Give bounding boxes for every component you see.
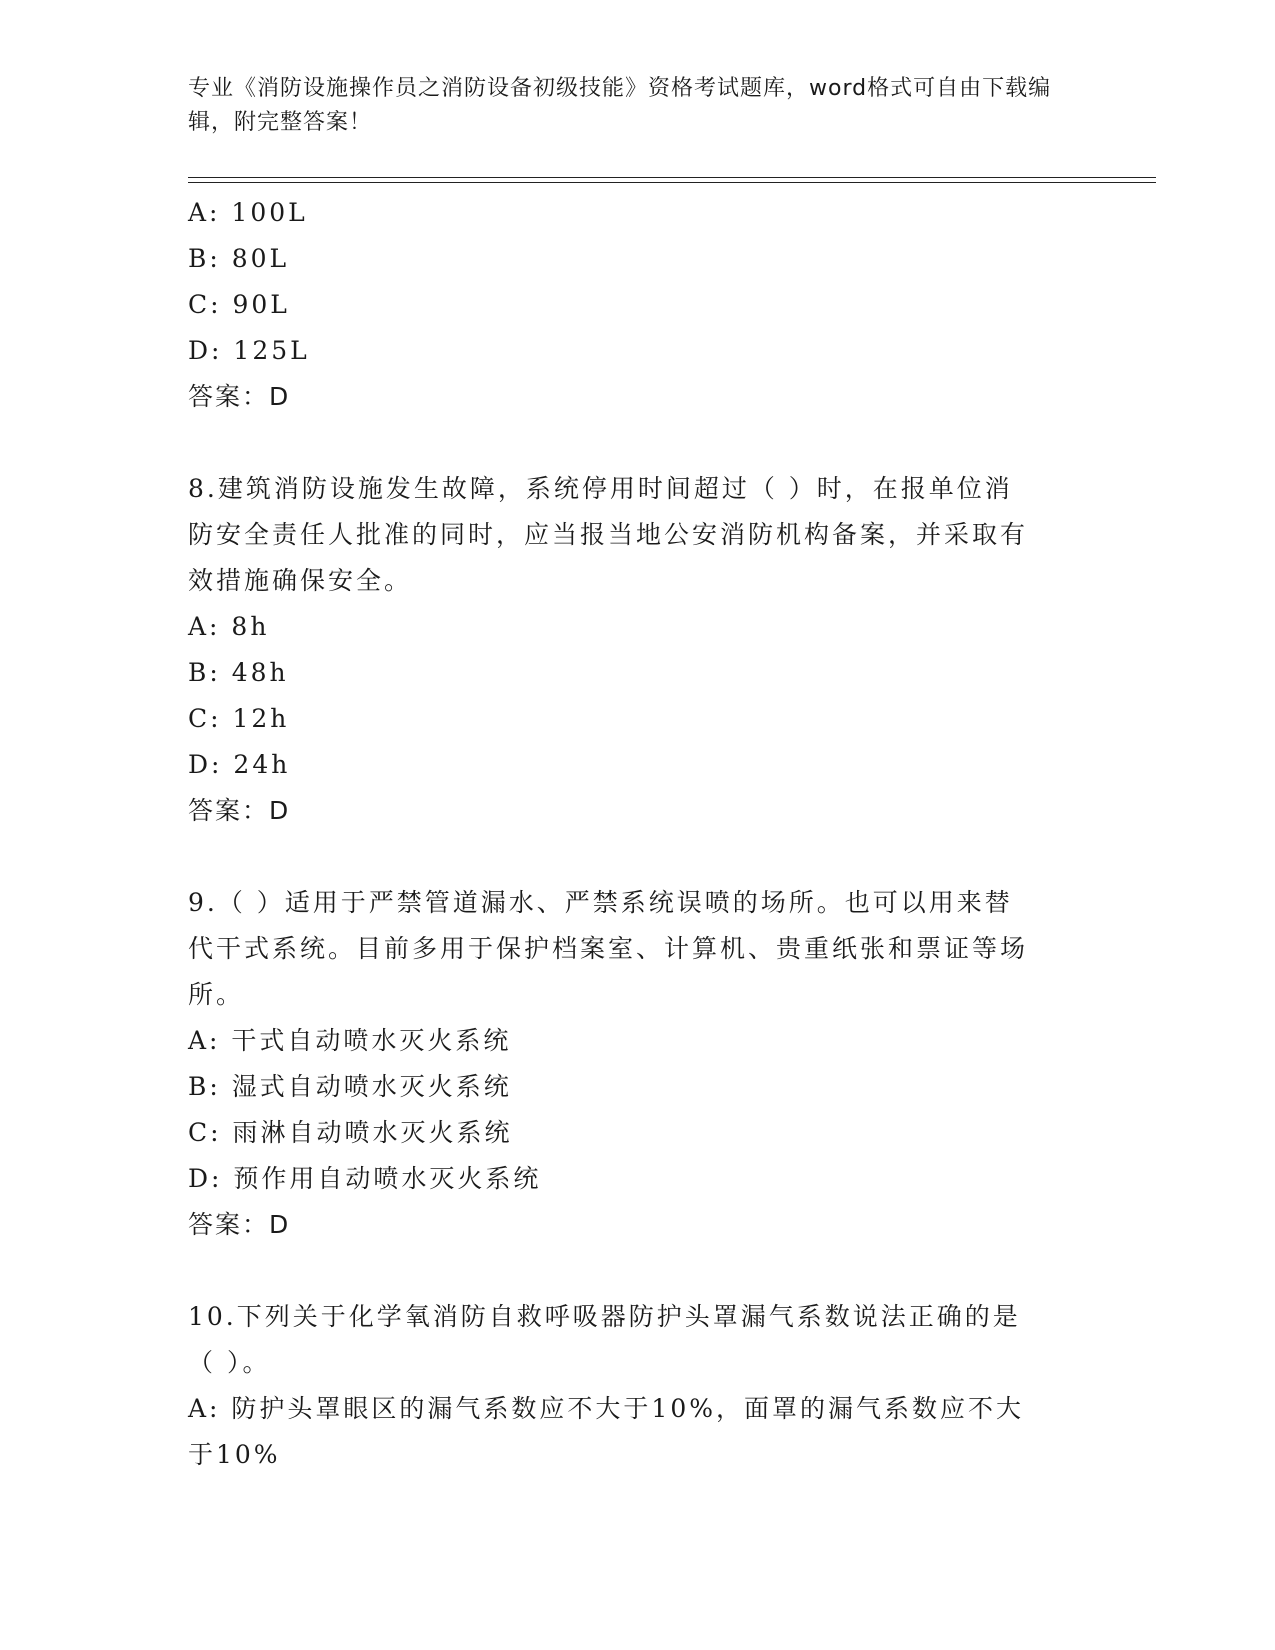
- question-content: [188, 190, 1068, 1478]
- answer: 答案：D: [188, 1210, 291, 1239]
- option-d: D: 24h: [188, 750, 291, 779]
- question-7: [188, 190, 1068, 420]
- spacer: [188, 1248, 1068, 1294]
- option-c: C: 雨淋自动喷水灭火系统: [188, 1118, 513, 1147]
- option-a: A: 防护头罩眼区的漏气系数应不大于10%，面罩的漏气系数应不大于10%: [188, 1394, 1024, 1469]
- question-text: 10.下列关于化学氧消防自救呼吸器防护头罩漏气系数说法正确的是（ ）。: [188, 1302, 1021, 1377]
- question-text: 8.建筑消防设施发生故障，系统停用时间超过（ ）时，在报单位消防安全责任人批准的同时，应当报当地公安消防机构备案，并采取有效措施确保安全。: [188, 474, 1029, 595]
- option-d: D: 125L: [188, 336, 310, 365]
- document-header: 专业《消防设施操作员之消防设备初级技能》资格考试题库，word格式可自由下载编辑，附完整答案！: [188, 76, 1052, 135]
- option-b: B: 48h: [188, 658, 289, 687]
- question-10: [188, 1294, 1068, 1478]
- option-b: B: 湿式自动喷水灭火系统: [188, 1072, 512, 1101]
- answer: 答案：D: [188, 796, 291, 825]
- question-9: [188, 880, 1068, 1248]
- option-c: C: 90L: [188, 290, 290, 319]
- option-b: B: 80L: [188, 244, 290, 273]
- option-a: A: 干式自动喷水灭火系统: [188, 1026, 512, 1055]
- question-text: 9.（ ）适用于严禁管道漏水、严禁系统误喷的场所。也可以用来替代干式系统。目前多用于保护档案室、计算机、贵重纸张和票证等场所。: [188, 888, 1029, 1009]
- answer: 答案：D: [188, 382, 291, 411]
- option-a: A: 8h: [188, 612, 270, 641]
- option-c: C: 12h: [188, 704, 290, 733]
- spacer: [188, 420, 1068, 466]
- option-a: A: 100L: [188, 198, 308, 227]
- question-8: [188, 466, 1068, 834]
- header-divider-bottom: [188, 182, 1156, 183]
- header-divider-top: [188, 177, 1156, 178]
- option-d: D: 预作用自动喷水灭火系统: [188, 1164, 542, 1193]
- spacer: [188, 834, 1068, 880]
